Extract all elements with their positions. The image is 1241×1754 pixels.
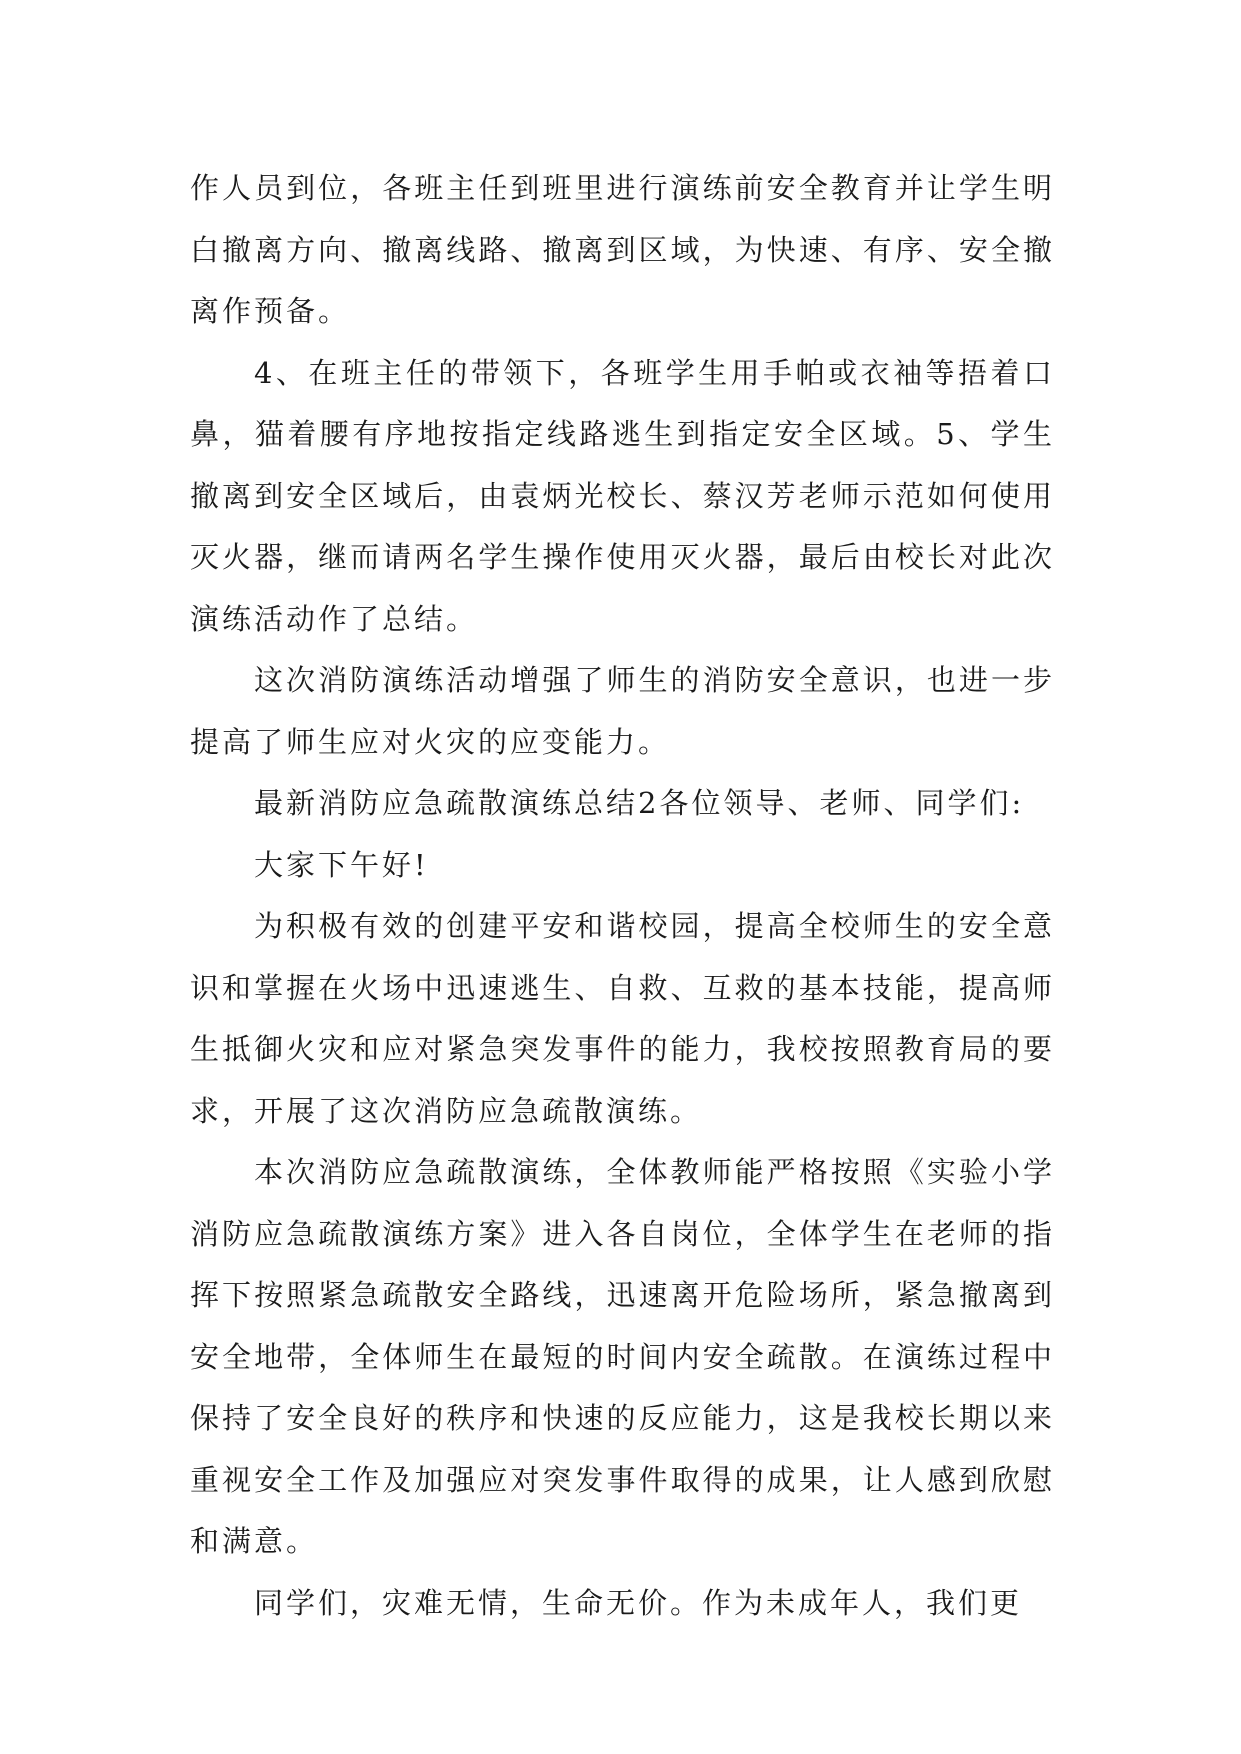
paragraph-5: 大家下午好! (254, 847, 429, 882)
document-body (190, 158, 1055, 1634)
paragraph-1: 作人员到位，各班主任到班里进行演练前安全教育并让学生明白撤离方向、撤离线路、撤离到区域，为快速、有序、安全撤离作预备。 (190, 171, 1055, 328)
paragraph-3: 这次消防演练活动增强了师生的消防安全意识，也进一步提高了师生应对火灾的应变能力。 (190, 663, 1055, 759)
paragraph-6: 为积极有效的创建平安和谐校园，提高全校师生的安全意识和掌握在火场中迅速逃生、自救、互救的基本技能，提高师生抵御火灾和应对紧急突发事件的能力，我校按照教育局的要求，开展了这次消防应急疏散演练。 (190, 909, 1055, 1128)
paragraph-7: 本次消防应急疏散演练，全体教师能严格按照《实验小学消防应急疏散演练方案》进入各自岗位，全体学生在老师的指挥下按照紧急疏散安全路线，迅速离开危险场所，紧急撤离到安全地带，全体师生在最短的时间内安全疏散。在演练过程中保持了安全良好的秩序和快速的反应能力，这是我校长期以来重视安全工作及加强应对突发事件取得的成果，让人感到欣慰和满意。 (190, 1155, 1055, 1558)
paragraph-4: 最新消防应急疏散演练总结2各位领导、老师、同学们: (254, 786, 1025, 820)
paragraph-2: 4、在班主任的带领下，各班学生用手帕或衣袖等捂着口鼻，猫着腰有序地按指定线路逃生到指定安全区域。5、学生撤离到安全区域后，由袁炳光校长、蔡汉芳老师示范如何使用灭火器，继而请两名学生操作使用灭火器，最后由校长对此次演练活动作了总结。 (190, 355, 1055, 636)
paragraph-8: 同学们，灾难无情，生命无价。作为未成年人，我们更 (254, 1585, 1023, 1620)
